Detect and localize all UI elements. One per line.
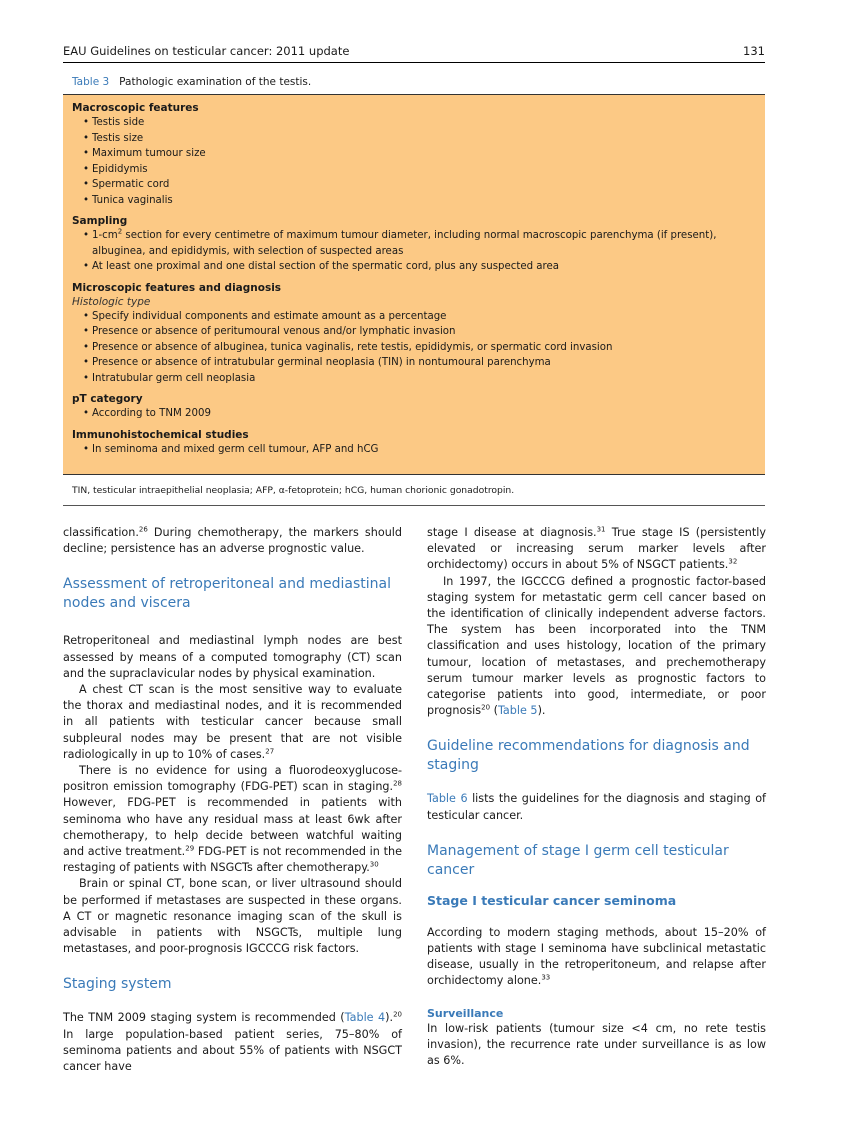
paragraph: A chest CT scan is the most sensitive way to evaluate the thorax and mediastinal nodes, and it is recommended in all patients with testicular cancer because small subpleural nodes may be present that are not visible radiologically in up to 10% of cases.$^{27}$ xyxy=(63,683,402,761)
section-title: Sampling xyxy=(72,215,128,227)
list-item: • Tunica vaginalis xyxy=(72,193,765,209)
section-title: Microscopic features and diagnosis xyxy=(72,281,282,294)
microscopic-section xyxy=(72,281,765,387)
paragraph: classification.$^{26}$ During chemotherapy, the markers should decline; persistence has an adverse prognostic value. xyxy=(63,525,402,556)
list-item: • Testis size xyxy=(72,131,765,147)
paragraph: Brain or spinal CT, bone scan, or liver ultrasound should be performed if metastases are suspected in these organs. A CT or magnetic resonance imaging scan of the skull is advisable in patients with NSGCTs, multiple lung metastases, and poor-prognosis IGCCCG risk factors. xyxy=(63,877,402,956)
macroscopic-section xyxy=(72,101,765,208)
list-item: • According to TNM 2009 xyxy=(72,406,765,422)
table-5-link[interactable]: Table 5 xyxy=(497,704,538,718)
heading-surveillance: Surveillance xyxy=(427,1006,504,1020)
section-title: pT category xyxy=(72,393,143,405)
table-label: Table 3 xyxy=(72,76,110,88)
left-column xyxy=(63,525,402,1075)
right-column xyxy=(427,525,766,1069)
table-caption-text: Pathologic examination of the testis. xyxy=(119,76,312,88)
pt-section xyxy=(72,392,765,422)
list-item: • Testis side xyxy=(72,115,765,131)
table-caption xyxy=(72,76,311,88)
section-subtitle: Histologic type xyxy=(72,295,151,308)
list-item: • At least one proximal and one distal section of the spermatic cord, plus any suspected area xyxy=(72,259,765,275)
paragraph: In 1997, the IGCCCG defined a prognostic factor-based staging system for metastatic germ cell cancer based on the identification of clinically independent adverse factors. The system has been incorporated into the TNM classification and uses histology, location of the primary tumour, location of metastases, and prechemotherapy serum tumour marker levels as prognostic factors to categorise patients into good, intermediate, or poor prognosis$^{20}$ (Table 5). xyxy=(427,574,766,718)
table-3 xyxy=(63,94,765,475)
sampling-section xyxy=(72,214,765,275)
table-footnote: TIN, testicular intraepithelial neoplasia; AFP, α-fetoprotein; hCG, human chorionic gonadotropin. xyxy=(72,485,515,496)
heading-management: Management of stage I germ cell testicular cancer xyxy=(427,842,729,878)
table-6-link[interactable]: Table 6 xyxy=(427,792,468,806)
list-item: • Maximum tumour size xyxy=(72,146,765,162)
list-item: • Epididymis xyxy=(72,162,765,178)
list-item: • In seminoma and mixed germ cell tumour, AFP and hCG xyxy=(72,442,765,458)
paragraph: stage I disease at diagnosis.$^{31}$ True stage IS (persistently elevated or increasing serum marker levels after orchidectomy) occurs in about 5% of NSGCT patients.$^{32}$ xyxy=(427,525,766,572)
paragraph: Retroperitoneal and mediastinal lymph nodes are best assessed by means of a computed tomography (CT) scan and the supraclavicular nodes by physical examination. xyxy=(63,634,402,680)
heading-staging: Staging system xyxy=(63,976,172,993)
journal-title: EAU Guidelines on testicular cancer: 2011 update xyxy=(63,44,350,58)
footnote-rule xyxy=(63,505,765,506)
list-item: • Intratubular germ cell neoplasia xyxy=(72,371,765,387)
page-number: 131 xyxy=(743,44,765,58)
paragraph: Table 6 lists the guidelines for the diagnosis and staging of testicular cancer. xyxy=(427,792,766,822)
paragraph: There is no evidence for using a fluorodeoxyglucose-positron emission tomography (FDG-PET) scan in staging.$^{28}$ However, FDG-PET is recommended in patients with seminoma who have any residual mass at least 6wk after chemotherapy, to help decide between watchful waiting and active treatment.$^{29}$ FDG-PET is not recommended in the restaging of patients with NSGCTs after chemotherapy.$^{30}$ xyxy=(63,764,402,875)
paragraph: According to modern staging methods, about 15–20% of patients with stage I seminoma have subclinical metastatic disease, usually in the retroperitoneum, and relapse after orchidectomy alone.$^{33}$ xyxy=(427,925,766,988)
section-title: Immunohistochemical studies xyxy=(72,428,249,441)
immuno-section xyxy=(72,428,765,458)
heading-guidelines: Guideline recommendations for diagnosis and staging xyxy=(427,738,750,774)
paragraph: The TNM 2009 staging system is recommended (Table 4).$^{20}$ In large population-based patient series, 75–80% of seminoma patients and about 55% of patients with NSGCT cancer have xyxy=(63,1010,402,1074)
list-item: • Presence or absence of albuginea, tunica vaginalis, rete testis, epididymis, or spermatic cord invasion xyxy=(72,340,765,356)
section-title: Macroscopic features xyxy=(72,102,199,114)
list-item: • Presence or absence of intratubular germinal neoplasia (TIN) in nontumoural parenchyma xyxy=(72,355,765,371)
paragraph: In low-risk patients (tumour size <4 cm, no rete testis invasion), the recurrence rate under surveillance is as low as 6%. xyxy=(427,1021,766,1068)
heading-seminoma: Stage I testicular cancer seminoma xyxy=(427,892,677,908)
list-item: • $1-cm^2$ section for every centimetre of maximum tumour diameter, including normal macroscopic parenchyma (if present), albuginea, and epididymis, with selection of suspected areas xyxy=(72,228,765,259)
list-item: • Presence or absence of peritumoural venous and/or lymphatic invasion xyxy=(72,324,765,340)
heading-assessment: Assessment of retroperitoneal and mediastinal nodes and viscera xyxy=(63,576,391,612)
list-item: • Spermatic cord xyxy=(72,177,765,193)
list-item: • Specify individual components and estimate amount as a percentage xyxy=(72,309,765,325)
header-rule xyxy=(63,62,765,63)
table-4-link[interactable]: Table 4 xyxy=(344,1011,386,1025)
